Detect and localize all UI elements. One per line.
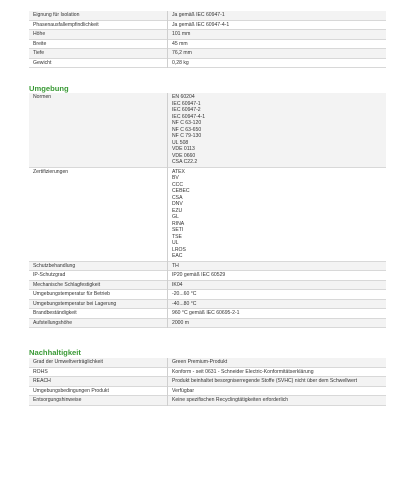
spec-row (29, 280, 386, 290)
spec-row (29, 396, 386, 406)
spec-value (168, 318, 387, 328)
spec-value-line: Ja gemäß IEC 60947-1 (172, 12, 225, 18)
spec-key: REACH (29, 377, 168, 387)
spec-value (168, 11, 387, 20)
spec-key: Grad der Umweltverträglichkeit (29, 358, 168, 367)
spec-value-line: IP20 gemäß IEC 60529 (172, 272, 226, 278)
spec-value-line: Konform - seit 0631 - Schneider Electric-Konformitätserklärung (172, 368, 314, 375)
spec-value-line: ATEX (172, 168, 185, 175)
spec-value-line: Green Premium-Produkt (172, 359, 228, 365)
spec-key: Schutzbehandlung (29, 261, 168, 271)
spec-value (168, 49, 387, 59)
spec-value-line: TH (172, 262, 179, 269)
spec-value-line: DNV (172, 201, 183, 207)
spec-row (29, 30, 386, 40)
spec-key: Gewicht (29, 58, 168, 68)
spec-value-line: IEC 60947-1 (172, 100, 201, 107)
spec-key: Umgebungstemperatur für Betrieb (29, 290, 168, 300)
spec-row (29, 271, 386, 281)
spec-value (168, 299, 387, 309)
sustainability-specs-table (29, 358, 386, 406)
spec-key: Mechanische Schlagfestigkeit (29, 280, 168, 290)
spec-value-line: -40...80 °C (172, 300, 197, 307)
spec-value-line: 101 mm (172, 31, 191, 37)
spec-value-line: RINA (172, 220, 185, 227)
section-title-environment: Umgebung (29, 84, 69, 93)
spec-value-line: IK04 (172, 281, 183, 288)
environment-specs-table (29, 93, 386, 328)
spec-value-line: CCC (172, 181, 184, 188)
spec-key: Breite (29, 39, 168, 49)
spec-value-line: CSA C22.2 (172, 159, 198, 165)
spec-row (29, 386, 386, 396)
spec-value-line: Verfügbar (172, 387, 195, 394)
spec-value (168, 39, 387, 49)
spec-value (168, 30, 387, 40)
spec-row (29, 39, 386, 49)
spec-value (168, 93, 387, 167)
spec-row (29, 261, 386, 271)
spec-key: Umgebungsbedingungen Produkt (29, 386, 168, 396)
spec-row (29, 58, 386, 68)
spec-key: Umgebungstemperatur bei Lagerung (29, 299, 168, 309)
spec-row (29, 318, 386, 328)
spec-row (29, 309, 386, 319)
spec-key: Eignung für Isolation (29, 11, 168, 20)
spec-value-line: CSA (172, 194, 183, 201)
section-title-sustainability: Nachhaltigkeit (29, 348, 81, 357)
spec-value (168, 377, 387, 387)
spec-value (168, 20, 387, 30)
spec-key: Brandbeständigkeit (29, 309, 168, 319)
spec-value (168, 261, 387, 271)
spec-value-line: BV (172, 175, 179, 181)
spec-value (168, 58, 387, 68)
spec-key: Zertifizierungen (29, 167, 168, 261)
spec-value (168, 271, 387, 281)
spec-value (168, 167, 387, 261)
spec-row (29, 167, 386, 261)
general-specs-table (29, 11, 386, 68)
spec-value-line: UL 508 (172, 139, 189, 146)
spec-key: Aufstellungshöhe (29, 318, 168, 328)
spec-value-line: CEBEC (172, 188, 190, 194)
spec-row (29, 377, 386, 387)
spec-value-line: VDE 0113 (172, 146, 195, 152)
spec-value-line: IEC 60947-4-1 (172, 113, 206, 120)
spec-value-line: EN 60204 (172, 94, 195, 100)
spec-row (29, 367, 386, 377)
spec-value-line: TSE (172, 233, 182, 240)
spec-key: Phasenausfallempfindlichkeit (29, 20, 168, 30)
spec-value (168, 280, 387, 290)
spec-row (29, 20, 386, 30)
spec-value-line: 960 °C gemäß IEC 60695-2-1 (172, 310, 240, 316)
spec-value-line: Ja gemäß IEC 60947-4-1 (172, 21, 230, 28)
spec-row (29, 49, 386, 59)
spec-key: Tiefe (29, 49, 168, 59)
spec-value (168, 386, 387, 396)
spec-value-line: NF C 63-650 (172, 126, 202, 133)
spec-key: Entsorgungshinweise (29, 396, 168, 406)
spec-value-line: Produkt beinhaltet besorgniserregende Stoffe (SVHC) nicht über dem Schwellwert (172, 378, 358, 384)
spec-value-line: 0,28 kg (172, 59, 189, 66)
spec-value (168, 396, 387, 406)
spec-value-line: -20...60 °C (172, 291, 197, 297)
spec-row (29, 358, 386, 367)
spec-row (29, 93, 386, 167)
spec-value-line: UL (172, 240, 179, 246)
spec-value-line: NF C 63-120 (172, 120, 202, 126)
spec-value (168, 290, 387, 300)
spec-key: IP-Schutzgrad (29, 271, 168, 281)
spec-value-line: EZU (172, 207, 183, 214)
spec-value-line: 2000 m (172, 319, 189, 326)
spec-value (168, 367, 387, 377)
spec-key: Normen (29, 93, 168, 167)
spec-value-line: IEC 60947-2 (172, 107, 201, 113)
spec-value-line: GL (172, 214, 179, 220)
spec-row (29, 11, 386, 20)
spec-value-line: EAC (172, 253, 183, 259)
spec-value-line: VDE 0660 (172, 152, 196, 159)
spec-row (29, 290, 386, 300)
spec-value-line: SETI (172, 227, 184, 233)
spec-value-line: 45 mm (172, 40, 188, 47)
spec-value (168, 358, 387, 367)
spec-key: Höhe (29, 30, 168, 40)
spec-value-line: Keine spezifischen Recyclingtätigkeiten erforderlich (172, 397, 289, 403)
spec-value (168, 309, 387, 319)
spec-value-line: 76,2 mm (172, 50, 192, 56)
spec-value-line: NF C 79-130 (172, 133, 202, 139)
spec-row (29, 299, 386, 309)
spec-value-line: LROS (172, 246, 186, 253)
spec-key: ROHS (29, 367, 168, 377)
